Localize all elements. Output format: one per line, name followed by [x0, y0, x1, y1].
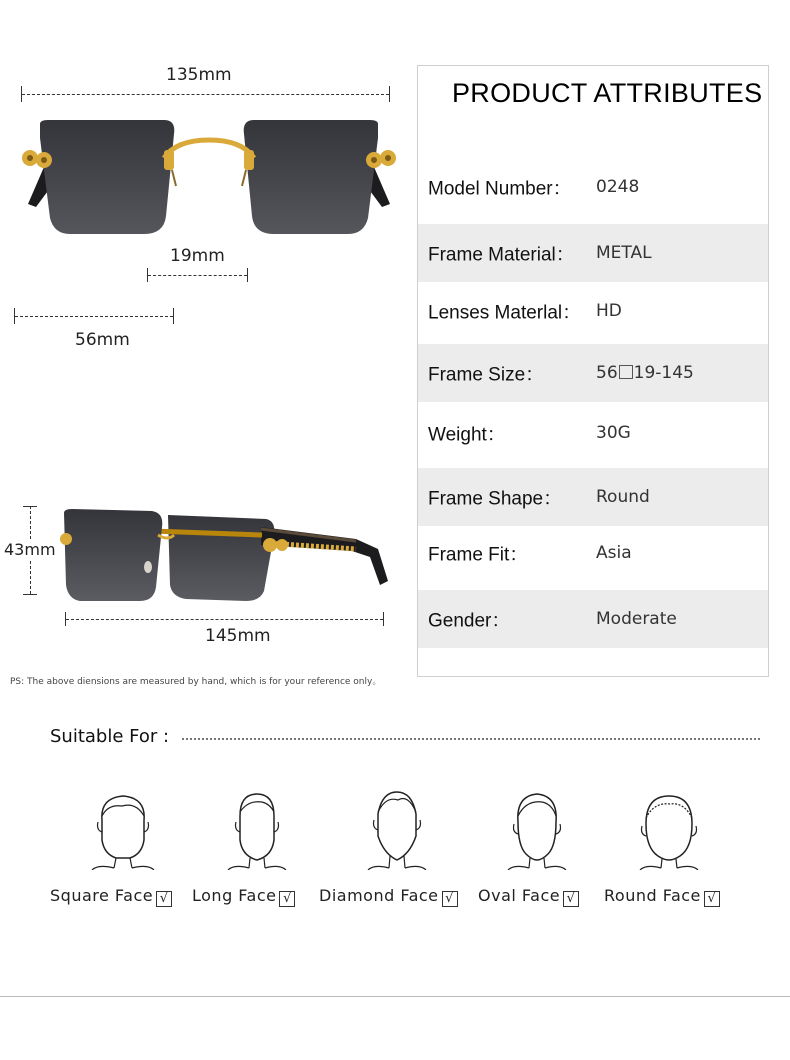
bottom-divider: [0, 996, 790, 997]
dotted-divider: [182, 738, 760, 740]
sunglasses-front-image: [14, 112, 404, 242]
checkmark-icon: √: [279, 891, 295, 907]
diamond-face-icon: [362, 790, 432, 870]
box-symbol-icon: [619, 365, 633, 379]
lens-height-label: 43mm: [4, 540, 56, 559]
face-label-round: [604, 886, 720, 907]
dim-tick: [247, 268, 248, 282]
bridge-line: [148, 275, 247, 276]
face-label-text: Oval Face: [478, 886, 561, 905]
attribute-value: METAL: [596, 243, 652, 263]
dim-tick: [389, 86, 390, 102]
square-face-icon: [88, 790, 158, 870]
face-label-oval: [478, 886, 579, 907]
face-label-text: Square Face: [50, 886, 154, 905]
face-label-diamond: [319, 886, 458, 907]
attribute-row-model-number: [418, 158, 768, 216]
attribute-row-frame-size: [418, 344, 768, 402]
checkmark-icon: √: [563, 891, 579, 907]
checkmark-icon: √: [156, 891, 172, 907]
frame-size-lens: 56: [596, 363, 618, 383]
attribute-name: Frame Material：: [428, 244, 575, 266]
temple-length-label: 145mm: [205, 626, 271, 646]
long-face-icon: [222, 790, 292, 870]
attribute-row-weight: [418, 404, 768, 462]
attribute-name: Frame Fit：: [428, 544, 529, 566]
attribute-value: Round: [596, 487, 650, 507]
total-width-label: 135mm: [166, 65, 232, 85]
attribute-row-frame-fit: [418, 524, 768, 582]
checkmark-icon: √: [442, 891, 458, 907]
face-label-long: [192, 886, 295, 907]
attribute-name: Frame Size：: [428, 364, 545, 386]
attribute-name: Model Number：: [428, 178, 572, 200]
face-label-text: Long Face: [192, 886, 277, 905]
attribute-value: Moderate: [596, 609, 677, 629]
suitable-for-title: Suitable For :: [50, 726, 170, 747]
attribute-name: Weight：: [428, 424, 506, 446]
lens-width-label: 56mm: [75, 330, 130, 350]
attribute-value: [596, 363, 694, 383]
attribute-value: 30G: [596, 423, 631, 443]
attribute-value: Asia: [596, 543, 632, 563]
round-face-icon: [634, 790, 704, 870]
attributes-title: PRODUCT ATTRIBUTES: [452, 78, 763, 108]
face-label-text: Diamond Face: [319, 886, 439, 905]
lens-width-line: [15, 316, 173, 317]
dim-tick: [173, 308, 174, 324]
product-attributes-panel: [417, 65, 769, 677]
dim-tick: [23, 506, 37, 507]
face-label-square: [50, 886, 172, 907]
attribute-name: Frame Shape：: [428, 488, 563, 510]
attribute-row-frame-shape: [418, 468, 768, 526]
attribute-row-gender: [418, 590, 768, 648]
dim-tick: [383, 612, 384, 626]
dim-tick: [23, 594, 37, 595]
attribute-name: Gender：: [428, 610, 511, 632]
attribute-value: HD: [596, 301, 622, 321]
frame-size-bridge-temple: 19-145: [633, 363, 694, 383]
attribute-value: 0248: [596, 177, 640, 197]
temple-length-line: [66, 619, 383, 620]
face-label-text: Round Face: [604, 886, 701, 905]
oval-face-icon: [502, 790, 572, 870]
total-width-line: [22, 94, 389, 95]
attribute-row-frame-material: [418, 224, 768, 282]
measurement-note: PS: The above diensions are measured by hand, which is for your reference only。: [10, 677, 382, 687]
bridge-label: 19mm: [170, 246, 225, 266]
attribute-row-lenses-material: [418, 282, 768, 340]
attribute-name: Lenses Materlal：: [428, 302, 582, 324]
sunglasses-side-image: [56, 505, 396, 605]
checkmark-icon: √: [704, 891, 720, 907]
